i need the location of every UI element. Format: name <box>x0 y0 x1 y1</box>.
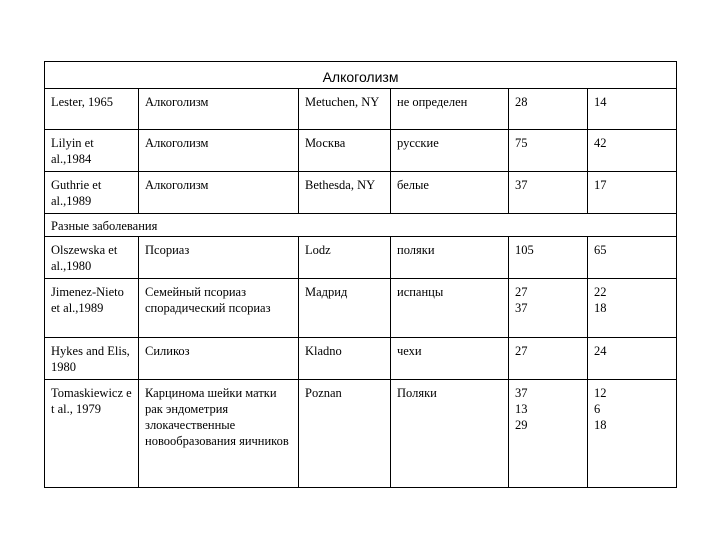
disease-cell: Псориаз <box>139 237 299 279</box>
study-cell: Tomaskiewicz et al., 1979 <box>45 380 139 488</box>
disease-cell: Алкоголизм <box>139 89 299 130</box>
count-cell-1: 37 <box>509 172 588 214</box>
count-cell-1: 37 13 29 <box>509 380 588 488</box>
study-cell: Jimenez-Nieto et al.,1989 <box>45 279 139 338</box>
table-row <box>45 130 677 172</box>
disease-cell: Семейный псориаз спорадический псориаз <box>139 279 299 338</box>
place-cell: Bethesda, NY <box>299 172 391 214</box>
section-heading: Разные заболевания <box>45 214 677 237</box>
count-cell-2: 65 <box>588 237 677 279</box>
place-cell: Lodz <box>299 237 391 279</box>
population-cell: Поляки <box>391 380 509 488</box>
count-cell-2: 24 <box>588 338 677 380</box>
study-cell: Lilyin et al.,1984 <box>45 130 139 172</box>
count-cell-1: 27 <box>509 338 588 380</box>
study-cell: Guthrie et al.,1989 <box>45 172 139 214</box>
study-cell: Lester, 1965 <box>45 89 139 130</box>
place-cell: Москва <box>299 130 391 172</box>
population-cell: испанцы <box>391 279 509 338</box>
study-cell: Hykes and Elis, 1980 <box>45 338 139 380</box>
count-cell-1: 75 <box>509 130 588 172</box>
table-row <box>45 338 677 380</box>
count-cell-2: 22 18 <box>588 279 677 338</box>
population-cell: русские <box>391 130 509 172</box>
table-title: Алкоголизм <box>45 62 677 89</box>
table-row <box>45 237 677 279</box>
count-cell-2: 12 6 18 <box>588 380 677 488</box>
disease-cell: Карцинома шейки матки рак эндометрия злокачественные новообразования яичников <box>139 380 299 488</box>
study-cell: Olszewska et al.,1980 <box>45 237 139 279</box>
place-cell: Kladno <box>299 338 391 380</box>
count-cell-2: 17 <box>588 172 677 214</box>
place-cell: Metuchen, NY <box>299 89 391 130</box>
table-row <box>45 172 677 214</box>
data-table <box>44 61 677 488</box>
section-row <box>45 214 677 237</box>
table-row <box>45 380 677 488</box>
count-cell-1: 28 <box>509 89 588 130</box>
count-cell-1: 27 37 <box>509 279 588 338</box>
population-cell: белые <box>391 172 509 214</box>
place-cell: Poznan <box>299 380 391 488</box>
count-cell-1: 105 <box>509 237 588 279</box>
population-cell: чехи <box>391 338 509 380</box>
title-row <box>45 62 677 89</box>
table-row <box>45 279 677 338</box>
count-cell-2: 42 <box>588 130 677 172</box>
table-row <box>45 89 677 130</box>
place-cell: Мадрид <box>299 279 391 338</box>
count-cell-2: 14 <box>588 89 677 130</box>
disease-cell: Алкоголизм <box>139 172 299 214</box>
disease-cell: Силикоз <box>139 338 299 380</box>
population-cell: не определен <box>391 89 509 130</box>
disease-cell: Алкоголизм <box>139 130 299 172</box>
population-cell: поляки <box>391 237 509 279</box>
